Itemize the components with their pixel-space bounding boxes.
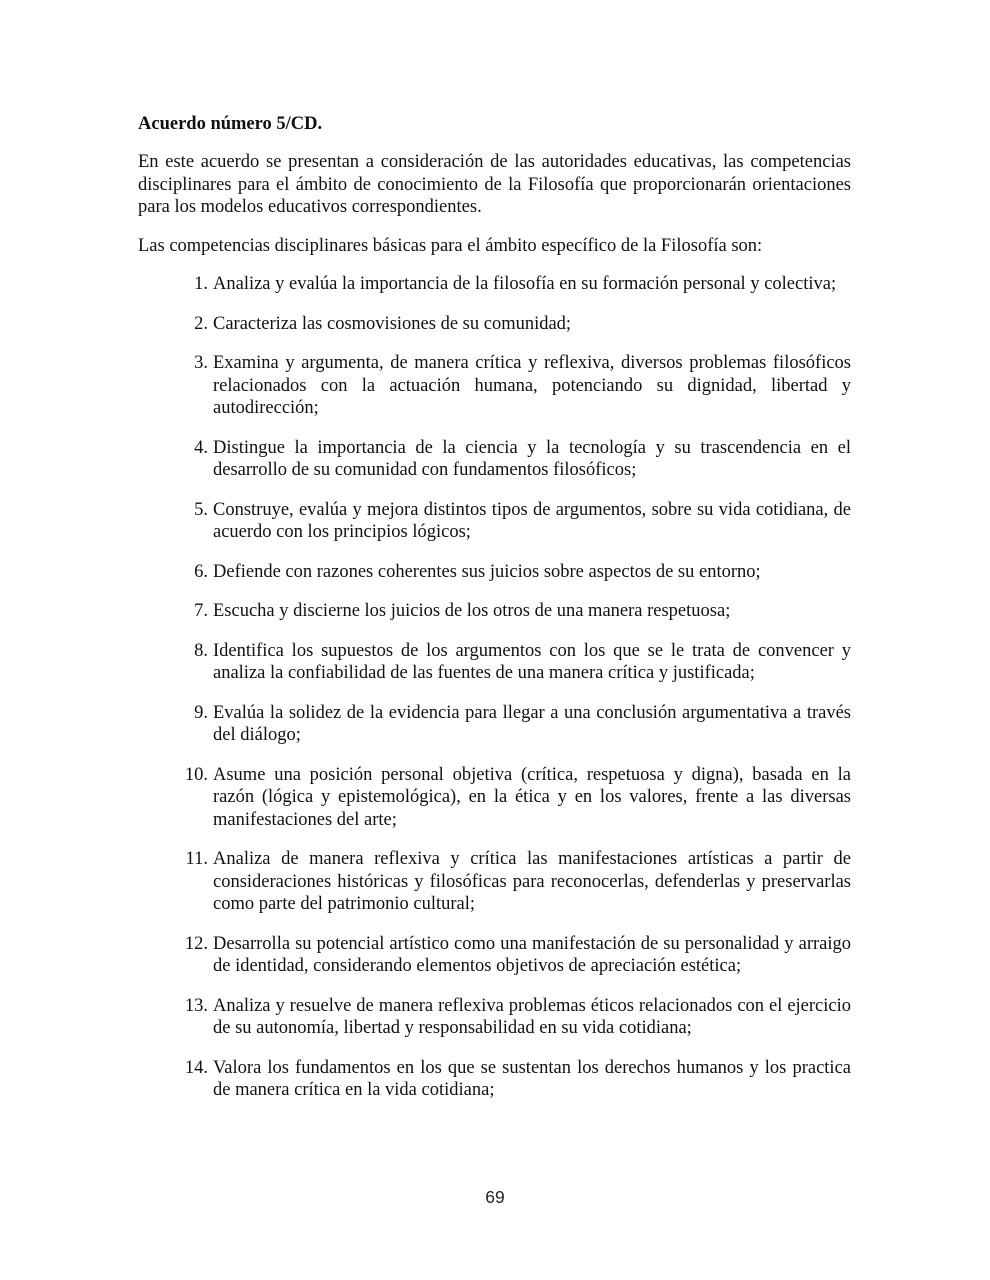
list-item	[138, 933, 851, 978]
list-item-text: Evalúa la solidez de la evidencia para llegar a una conclusión argumentativa a través del diálogo;	[213, 702, 851, 745]
list-item-number: 8.	[194, 640, 208, 661]
list-item	[138, 499, 851, 544]
list-item-text: Analiza y evalúa la importancia de la filosofía en su formación personal y colectiva;	[213, 274, 837, 294]
list-item-number: 11.	[185, 849, 208, 869]
list-item-number: 1.	[194, 274, 208, 294]
list-item-number: 6.	[194, 561, 208, 582]
lead-paragraph: Las competencias disciplinares básicas para el ámbito específico de la Filosofía son:	[138, 235, 763, 256]
list-item	[138, 561, 851, 584]
list-item	[138, 437, 851, 482]
list-item-text: Valora los fundamentos en los que se sustentan los derechos humanos y los practica de manera crítica en la vida cotidiana;	[213, 1057, 851, 1100]
list-item-text: Distingue la importancia de la ciencia y la tecnología y su trascendencia en el desarrollo de su comunidad con fundamentos filosóficos;	[213, 437, 851, 480]
list-item-text: Examina y argumenta, de manera crítica y reflexiva, diversos problemas filosóficos relacionados con la actuación humana, potenciando su dignidad, libertad y autodirección;	[213, 353, 851, 418]
list-item-text: Construye, evalúa y mejora distintos tipos de argumentos, sobre su vida cotidiana, de acuerdo con los principios lógicos;	[213, 499, 851, 542]
list-item-number: 14.	[184, 1057, 208, 1078]
document-heading: Acuerdo número 5/CD.	[138, 114, 323, 134]
list-item-number: 12.	[184, 933, 208, 954]
list-item	[138, 1057, 851, 1102]
list-item-text: Analiza y resuelve de manera reflexiva problemas éticos relacionados con el ejercicio de su autonomía, libertad y responsabilidad en su vida cotidiana;	[213, 995, 851, 1038]
list-item-number: 13.	[184, 995, 208, 1016]
list-item	[138, 600, 851, 623]
list-item	[138, 764, 851, 832]
list-item	[138, 702, 851, 747]
list-item-number: 2.	[194, 313, 208, 334]
list-item-number: 10.	[184, 764, 208, 785]
list-item	[138, 313, 851, 336]
list-item	[138, 352, 851, 420]
list-item	[138, 848, 851, 916]
list-item	[138, 995, 851, 1040]
list-item-text: Escucha y discierne los juicios de los otros de una manera respetuosa;	[213, 601, 731, 621]
intro-paragraph: En este acuerdo se presentan a consideración de las autoridades educativas, las competencias disciplinares para el ámbito de conocimiento de la Filosofía que proporcionarán orientaciones para los modelos educativos correspondientes.	[138, 152, 851, 217]
list-item	[138, 640, 851, 685]
list-item-text: Identifica los supuestos de los argumentos con los que se le trata de convencer y analiza la confiabilidad de las fuentes de una manera crítica y justificada;	[213, 640, 851, 683]
list-item-text: Desarrolla su potencial artístico como una manifestación de su personalidad y arraigo de identidad, considerando elementos objetivos de apreciación estética;	[213, 933, 851, 976]
list-item-text: Analiza de manera reflexiva y crítica las manifestaciones artísticas a partir de consideraciones históricas y filosóficas para reconocerlas, defenderlas y preservarlas como parte del patrimonio cultural;	[213, 849, 851, 914]
list-item-text: Asume una posición personal objetiva (crítica, respetuosa y digna), basada en la razón (lógica y epistemológica), en la ética y en los valores, frente a las diversas manifestaciones del arte;	[213, 764, 851, 830]
list-item-number: 4.	[194, 437, 208, 458]
list-item-text: Caracteriza las cosmovisiones de su comunidad;	[213, 313, 572, 334]
list-item-number: 3.	[194, 353, 208, 373]
competencies-list	[138, 273, 851, 1102]
page-number: 69	[485, 1187, 505, 1207]
list-item	[138, 273, 851, 296]
list-item-number: 7.	[194, 601, 208, 621]
list-item-number: 9.	[194, 702, 208, 723]
list-item-number: 5.	[194, 499, 208, 520]
page-content	[138, 113, 851, 1119]
list-item-text: Defiende con razones coherentes sus juicios sobre aspectos de su entorno;	[213, 561, 761, 582]
